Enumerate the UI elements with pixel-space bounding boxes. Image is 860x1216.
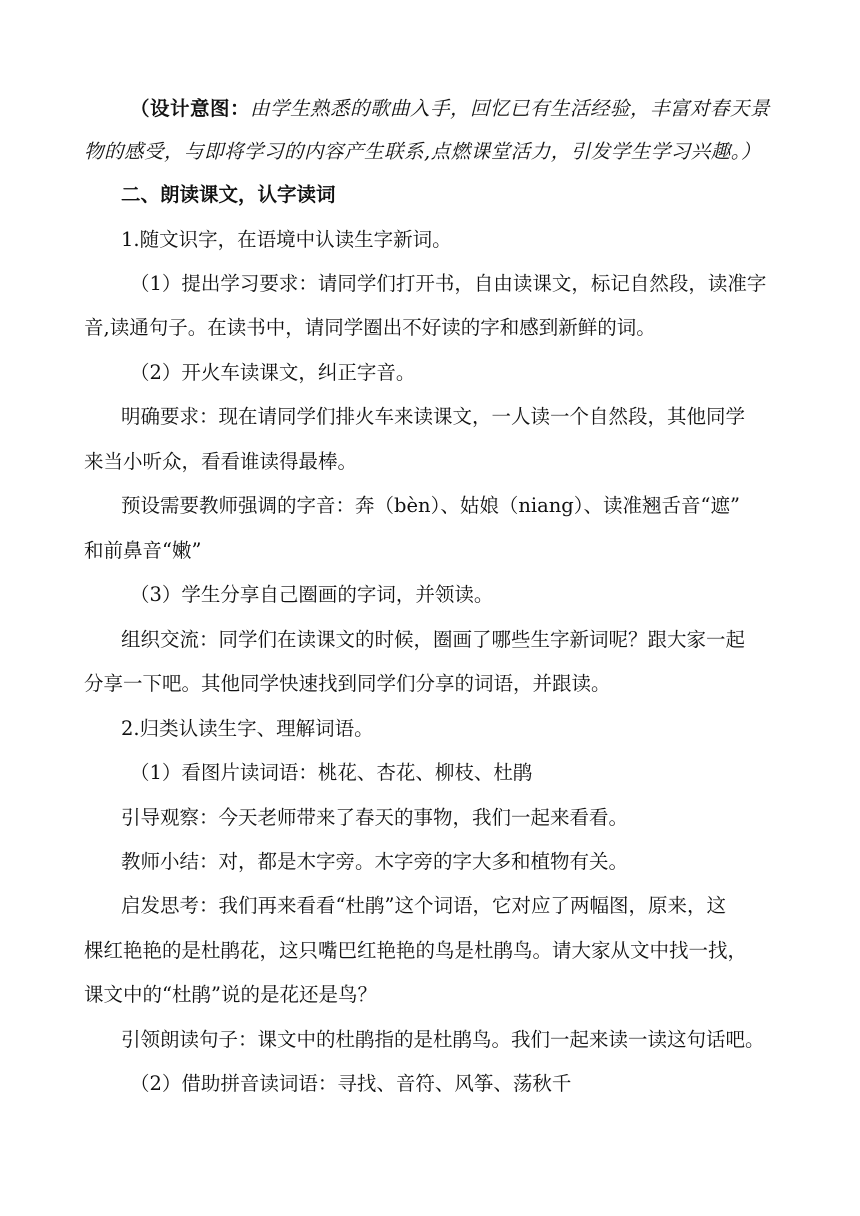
paragraph: 1.随文识字，在语境中认读生字新词。 <box>121 228 452 251</box>
paragraph: 课文中的“杜鹃”说的是花还是鸟？ <box>84 983 377 1006</box>
paragraph: 来当小听众，看看谁读得最棒。 <box>84 450 358 473</box>
paragraph: 组织交流：同学们在读课文的时候，圈画了哪些生字新词呢？跟大家一起 <box>121 628 746 651</box>
paragraph: 教师小结：对，都是木字旁。木字旁的字大多和植物有关。 <box>121 850 629 873</box>
design-intent-text: 由学生熟悉的歌曲入手，回忆已有生活经验，丰富对春天景 <box>250 97 771 120</box>
paragraph: 分享一下吧。其他同学快速找到同学们分享的词语，并跟读。 <box>84 672 611 695</box>
paragraph: 预设需要教师强调的字音：奔（bèn）、姑娘（niang）、读准翘舌音“遮” <box>121 494 740 517</box>
paragraph: 2.归类认读生字、理解词语。 <box>121 717 374 740</box>
paragraph: 棵红艳艳的是杜鹃花，这只嘴巴红艳艳的鸟是杜鹃鸟。请大家从文中找一找， <box>84 939 748 962</box>
paragraph: 和前鼻音“嫩” <box>84 539 202 562</box>
design-intent-line-2: 物的感受，与即将学习的内容产生联系,点燃课堂活力，引发学生学习兴趣。） <box>84 140 761 163</box>
design-intent-line-1 <box>130 95 830 123</box>
paragraph: 明确要求：现在请同学们排火车来读课文，一人读一个自然段，其他同学 <box>121 405 746 428</box>
section-heading: 二、朗读课文，认字读词 <box>121 183 336 206</box>
paragraph: 引领朗读句子：课文中的杜鹃指的是杜鹃鸟。我们一起来读一读这句话吧。 <box>121 1028 765 1051</box>
design-intent-label: （设计意图： <box>130 97 251 120</box>
paragraph: 引导观察：今天老师带来了春天的事物，我们一起来看看。 <box>121 806 629 829</box>
paragraph: （1）提出学习要求：请同学们打开书，自由读课文，标记自然段，读准字 <box>130 272 767 295</box>
paragraph: （2）开火车读课文，纠正字音。 <box>130 361 416 384</box>
paragraph: （2）借助拼音读词语：寻找、音符、风筝、荡秋千 <box>130 1072 572 1095</box>
paragraph: 音,读通句子。在读书中，请同学圈出不好读的字和感到新鲜的词。 <box>84 316 656 339</box>
paragraph: （3）学生分享自己圈画的字词，并领读。 <box>130 583 494 606</box>
paragraph: （1）看图片读词语：桃花、杏花、柳枝、杜鹃 <box>130 761 533 784</box>
paragraph: 启发思考：我们再来看看“杜鹃”这个词语，它对应了两幅图，原来，这 <box>121 894 726 917</box>
